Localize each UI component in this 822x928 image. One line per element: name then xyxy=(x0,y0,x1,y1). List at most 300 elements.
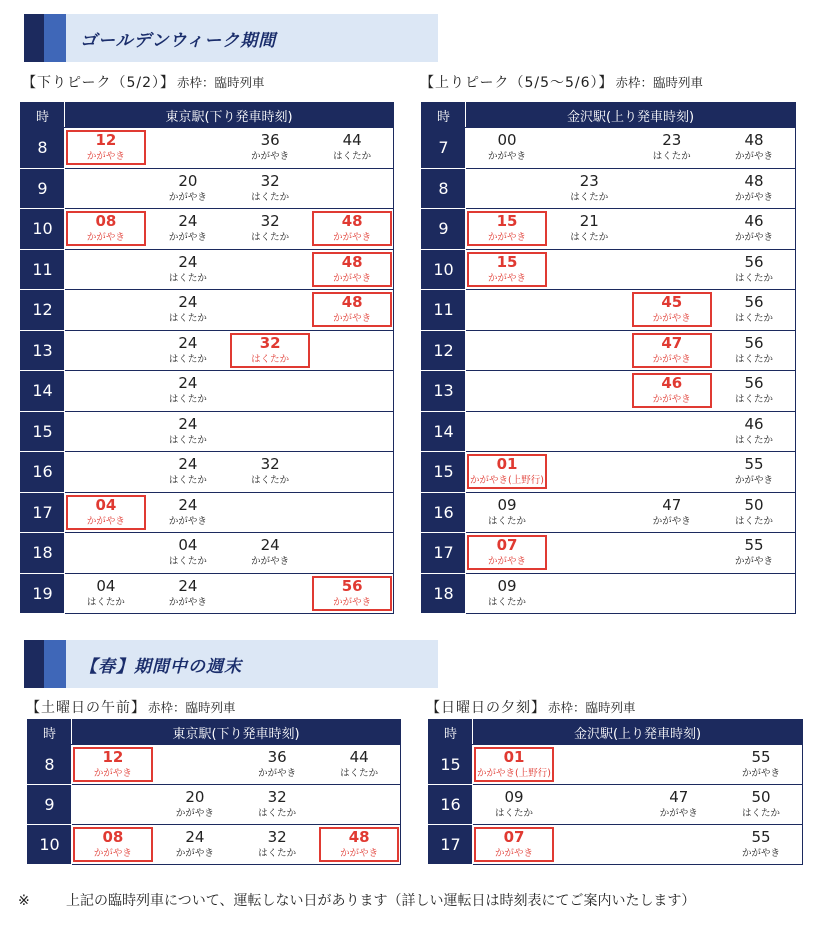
regular-train-departure xyxy=(713,294,795,325)
departure-cell xyxy=(65,209,147,250)
table-row xyxy=(21,168,394,209)
departure-minute: 48 xyxy=(341,252,363,271)
hour-cell: 9 xyxy=(422,209,466,250)
train-name: はくたか xyxy=(735,515,774,527)
departure-minute: 48 xyxy=(744,131,764,150)
departure-cell xyxy=(713,452,796,493)
regular-train-departure xyxy=(147,213,229,244)
departure-minute: 48 xyxy=(341,212,363,231)
train-name: かがやき xyxy=(487,232,526,244)
departure-minute: 32 xyxy=(267,828,287,846)
departure-cell xyxy=(548,492,631,533)
departure-minute: 56 xyxy=(744,252,764,271)
departure-cell xyxy=(154,785,236,825)
departure-cell xyxy=(72,785,154,825)
hour-header: 時 xyxy=(21,103,65,128)
departure-cell xyxy=(555,825,638,865)
gw-up-subhead xyxy=(420,72,703,92)
train-name: はくたか xyxy=(570,191,609,203)
regular-train-departure xyxy=(631,497,714,528)
departure-minute: 24 xyxy=(178,576,198,595)
departure-cell xyxy=(72,745,154,785)
departure-minute: 01 xyxy=(503,748,525,766)
departure-minute: 32 xyxy=(259,333,281,352)
hour-cell: 11 xyxy=(422,290,466,331)
hour-cell: 13 xyxy=(422,371,466,412)
train-name: かがやき xyxy=(168,515,207,527)
table-row xyxy=(21,371,394,412)
train-name: かがやき(上野行) xyxy=(470,475,544,487)
train-name: はくたか xyxy=(168,313,207,325)
train-name: かがやき xyxy=(86,232,125,244)
spring-banner-title: 【春】期間中の週末 xyxy=(80,656,242,677)
train-name: かがやき xyxy=(251,151,290,163)
train-name: かがやき xyxy=(735,556,774,568)
special-train-departure xyxy=(312,576,392,611)
regular-train-departure xyxy=(548,173,631,204)
departure-cell xyxy=(229,209,311,250)
departure-cell xyxy=(466,573,549,614)
train-name: かがやき xyxy=(333,232,372,244)
special-train-departure xyxy=(467,454,547,489)
regular-train-departure xyxy=(147,254,229,285)
train-name: かがやき xyxy=(86,151,125,163)
regular-train-departure xyxy=(318,749,400,780)
departure-minute: 23 xyxy=(662,131,682,150)
departure-cell xyxy=(466,533,549,574)
departure-minute: 47 xyxy=(669,788,689,806)
train-name: はくたか xyxy=(168,434,207,446)
departure-cell xyxy=(638,785,721,825)
departure-cell xyxy=(631,330,714,371)
table-row xyxy=(28,825,401,865)
departure-minute: 08 xyxy=(102,828,124,846)
spring-banner xyxy=(24,640,438,688)
departure-minute: 32 xyxy=(260,171,280,190)
departure-cell xyxy=(466,371,549,412)
hour-cell: 17 xyxy=(422,533,466,574)
departure-cell xyxy=(147,452,229,493)
departure-cell xyxy=(631,452,714,493)
train-name: はくたか xyxy=(251,191,290,203)
departure-cell xyxy=(631,168,714,209)
departure-cell xyxy=(229,452,311,493)
hour-cell: 12 xyxy=(21,290,65,331)
regular-train-departure xyxy=(229,456,311,487)
regular-train-departure xyxy=(713,132,795,163)
hour-header: 時 xyxy=(429,720,473,745)
departure-minute: 56 xyxy=(744,293,764,312)
gw-banner xyxy=(24,14,438,62)
departure-cell xyxy=(473,825,556,865)
train-name: かがやき xyxy=(258,768,297,779)
spring-sun-label: 【日曜日の夕刻】 xyxy=(426,700,546,716)
train-name: かがやき xyxy=(735,475,774,487)
hour-cell: 14 xyxy=(422,411,466,452)
station-header: 東京駅(下り発車時刻) xyxy=(65,103,394,128)
departure-cell xyxy=(631,290,714,331)
departure-cell xyxy=(229,168,311,209)
hour-cell: 17 xyxy=(21,492,65,533)
departure-cell xyxy=(311,452,393,493)
departure-cell xyxy=(147,492,229,533)
train-name: かがやき xyxy=(652,313,691,325)
hour-header: 時 xyxy=(28,720,72,745)
spring-sat-timetable xyxy=(27,719,401,865)
departure-minute: 24 xyxy=(260,536,280,555)
special-train-departure xyxy=(312,252,392,287)
table-row xyxy=(21,411,394,452)
table-row xyxy=(21,290,394,331)
departure-cell xyxy=(466,492,549,533)
departure-minute: 50 xyxy=(751,788,771,806)
regular-train-departure xyxy=(713,375,795,406)
special-train-departure xyxy=(66,211,146,246)
hour-cell: 10 xyxy=(21,209,65,250)
departure-minute: 45 xyxy=(661,293,683,312)
regular-train-departure xyxy=(147,335,229,366)
departure-cell xyxy=(311,249,393,290)
departure-cell xyxy=(466,128,549,169)
departure-minute: 24 xyxy=(178,293,198,312)
train-name: かがやき xyxy=(735,232,774,244)
departure-minute: 24 xyxy=(178,455,198,474)
special-train-departure xyxy=(632,373,713,408)
banner-accent-navy xyxy=(24,640,44,688)
train-name: かがやき xyxy=(93,848,132,859)
departure-cell xyxy=(713,209,796,250)
departure-minute: 09 xyxy=(504,788,524,806)
train-name: かがやき xyxy=(652,515,691,527)
departure-minute: 15 xyxy=(496,252,518,271)
banner-accent-blue xyxy=(44,14,66,62)
hour-cell: 18 xyxy=(21,533,65,574)
departure-minute: 24 xyxy=(178,252,198,271)
train-name: はくたか xyxy=(168,556,207,568)
gw-down-note: 赤枠：臨時列車 xyxy=(176,75,265,90)
train-name: はくたか xyxy=(487,596,526,608)
departure-cell xyxy=(65,330,147,371)
departure-cell xyxy=(318,825,400,865)
hour-cell: 12 xyxy=(422,330,466,371)
departure-minute: 48 xyxy=(341,293,363,312)
train-name: はくたか xyxy=(652,151,691,163)
train-name: かがやき xyxy=(652,353,691,365)
train-name: かがやき xyxy=(742,848,781,859)
special-train-departure xyxy=(73,827,153,862)
regular-train-departure xyxy=(720,749,802,780)
departure-minute: 09 xyxy=(497,495,517,514)
departure-cell xyxy=(229,533,311,574)
departure-minute: 56 xyxy=(744,333,764,352)
train-name: はくたか xyxy=(742,808,781,819)
regular-train-departure xyxy=(713,173,795,204)
departure-cell xyxy=(548,573,631,614)
regular-train-departure xyxy=(713,416,795,447)
regular-train-departure xyxy=(236,749,318,780)
departure-cell xyxy=(65,249,147,290)
hour-header: 時 xyxy=(422,103,466,128)
train-name: はくたか xyxy=(251,353,290,365)
departure-cell xyxy=(311,209,393,250)
departure-cell xyxy=(229,330,311,371)
departure-cell xyxy=(466,209,549,250)
table-row xyxy=(21,452,394,493)
train-name: はくたか xyxy=(251,232,290,244)
gw-banner-title: ゴールデンウィーク期間 xyxy=(80,30,277,51)
table-row xyxy=(422,128,796,169)
departure-cell xyxy=(466,452,549,493)
special-train-departure xyxy=(467,535,547,570)
departure-minute: 56 xyxy=(341,576,363,595)
departure-cell xyxy=(548,452,631,493)
train-name: かがやき xyxy=(487,556,526,568)
departure-cell xyxy=(466,249,549,290)
departure-cell xyxy=(147,128,229,169)
train-name: かがやき xyxy=(168,596,207,608)
departure-minute: 48 xyxy=(348,828,370,846)
departure-cell xyxy=(548,330,631,371)
departure-cell xyxy=(548,249,631,290)
departure-cell xyxy=(638,825,721,865)
special-train-departure xyxy=(66,495,146,530)
train-name: かがやき xyxy=(742,768,781,779)
hour-cell: 11 xyxy=(21,249,65,290)
train-name: はくたか xyxy=(168,394,207,406)
table-row xyxy=(422,330,796,371)
departure-cell xyxy=(311,492,393,533)
regular-train-departure xyxy=(229,213,311,244)
banner-body xyxy=(66,640,438,688)
hour-cell: 19 xyxy=(21,573,65,614)
regular-train-departure xyxy=(466,497,548,528)
hour-cell: 15 xyxy=(429,745,473,785)
departure-minute: 55 xyxy=(744,536,764,555)
regular-train-departure xyxy=(466,132,548,163)
departure-cell xyxy=(713,411,796,452)
train-name: はくたか xyxy=(735,272,774,284)
train-name: かがやき xyxy=(333,313,372,325)
departure-cell xyxy=(147,168,229,209)
regular-train-departure xyxy=(147,456,229,487)
departure-minute: 21 xyxy=(579,212,599,231)
departure-cell xyxy=(65,128,147,169)
departure-cell xyxy=(466,290,549,331)
departure-cell xyxy=(548,209,631,250)
regular-train-departure xyxy=(466,578,548,609)
departure-minute: 44 xyxy=(342,131,362,150)
departure-cell xyxy=(318,745,400,785)
special-train-departure xyxy=(632,333,713,368)
train-name: はくたか xyxy=(735,313,774,325)
train-name: はくたか xyxy=(168,353,207,365)
station-header: 東京駅(下り発車時刻) xyxy=(72,720,401,745)
table-row xyxy=(422,533,796,574)
departure-minute: 50 xyxy=(744,495,764,514)
gw-down-label: 【下りピーク（5/2）】 xyxy=(22,75,175,91)
departure-cell xyxy=(311,411,393,452)
table-row xyxy=(21,573,394,614)
special-train-departure xyxy=(312,211,392,246)
departure-cell xyxy=(229,573,311,614)
departure-minute: 56 xyxy=(744,374,764,393)
departure-cell xyxy=(229,290,311,331)
departure-minute: 46 xyxy=(744,212,764,231)
departure-minute: 23 xyxy=(579,171,599,190)
train-name: かがやき xyxy=(86,515,125,527)
departure-cell xyxy=(154,825,236,865)
departure-cell xyxy=(65,533,147,574)
train-name: かがやき xyxy=(175,808,214,819)
departure-minute: 47 xyxy=(661,333,683,352)
departure-cell xyxy=(65,290,147,331)
departure-cell xyxy=(631,573,714,614)
special-train-departure xyxy=(319,827,399,862)
departure-cell xyxy=(638,745,721,785)
departure-cell xyxy=(466,411,549,452)
departure-cell xyxy=(713,249,796,290)
regular-train-departure xyxy=(147,497,229,528)
train-name: はくたか xyxy=(258,848,297,859)
departure-minute: 46 xyxy=(661,374,683,393)
departure-cell xyxy=(311,168,393,209)
departure-minute: 04 xyxy=(96,576,116,595)
footnote-mark: ※ xyxy=(18,893,30,909)
regular-train-departure xyxy=(713,456,795,487)
departure-cell xyxy=(631,128,714,169)
train-name: かがやき(上野行) xyxy=(477,768,551,779)
departure-minute: 32 xyxy=(260,455,280,474)
special-train-departure xyxy=(230,333,310,368)
departure-cell xyxy=(65,371,147,412)
table-row xyxy=(429,825,803,865)
table-row xyxy=(21,492,394,533)
departure-minute: 24 xyxy=(178,374,198,393)
train-name: はくたか xyxy=(735,434,774,446)
departure-cell xyxy=(631,249,714,290)
gw-up-note: 赤枠：臨時列車 xyxy=(615,75,704,90)
departure-minute: 32 xyxy=(260,212,280,231)
gw-down-subhead xyxy=(22,72,265,92)
regular-train-departure xyxy=(713,497,795,528)
departure-cell xyxy=(236,825,318,865)
departure-minute: 24 xyxy=(178,495,198,514)
regular-train-departure xyxy=(638,789,721,820)
train-name: はくたか xyxy=(735,353,774,365)
departure-cell xyxy=(72,825,154,865)
hour-cell: 14 xyxy=(21,371,65,412)
departure-cell xyxy=(311,290,393,331)
table-row xyxy=(429,745,803,785)
train-name: はくたか xyxy=(340,768,379,779)
departure-cell xyxy=(311,533,393,574)
regular-train-departure xyxy=(720,829,802,860)
departure-cell xyxy=(548,533,631,574)
train-name: はくたか xyxy=(494,808,533,819)
departure-minute: 20 xyxy=(185,788,205,806)
departure-minute: 36 xyxy=(260,131,280,150)
spring-sat-label: 【土曜日の午前】 xyxy=(26,700,146,716)
departure-cell xyxy=(236,785,318,825)
departure-cell xyxy=(466,330,549,371)
departure-cell xyxy=(473,745,556,785)
departure-cell xyxy=(147,411,229,452)
station-header: 金沢駅(上り発車時刻) xyxy=(466,103,796,128)
hour-cell: 8 xyxy=(422,168,466,209)
departure-cell xyxy=(318,785,400,825)
special-train-departure xyxy=(467,211,547,246)
departure-cell xyxy=(311,573,393,614)
regular-train-departure xyxy=(154,829,236,860)
departure-minute: 24 xyxy=(178,212,198,231)
departure-cell xyxy=(229,371,311,412)
departure-cell xyxy=(236,745,318,785)
departure-cell xyxy=(147,330,229,371)
table-row xyxy=(21,533,394,574)
table-row xyxy=(422,492,796,533)
hour-cell: 8 xyxy=(28,745,72,785)
regular-train-departure xyxy=(713,335,795,366)
special-train-departure xyxy=(474,747,554,782)
regular-train-departure xyxy=(65,578,147,609)
departure-cell xyxy=(713,290,796,331)
train-name: かがやき xyxy=(735,151,774,163)
departure-minute: 55 xyxy=(751,748,771,766)
regular-train-departure xyxy=(720,789,802,820)
table-row xyxy=(422,290,796,331)
departure-minute: 36 xyxy=(267,748,287,766)
train-name: かがやき xyxy=(652,394,691,406)
regular-train-departure xyxy=(147,375,229,406)
departure-minute: 24 xyxy=(178,414,198,433)
departure-cell xyxy=(147,533,229,574)
train-name: かがやき xyxy=(251,556,290,568)
departure-minute: 09 xyxy=(497,576,517,595)
special-train-departure xyxy=(66,130,146,165)
table-row xyxy=(422,249,796,290)
departure-cell xyxy=(631,492,714,533)
departure-cell xyxy=(631,209,714,250)
departure-cell xyxy=(65,452,147,493)
train-name: かがやき xyxy=(175,848,214,859)
table-row xyxy=(21,128,394,169)
departure-minute: 47 xyxy=(662,495,682,514)
departure-minute: 12 xyxy=(95,131,117,150)
hour-cell: 8 xyxy=(21,128,65,169)
departure-cell xyxy=(154,745,236,785)
train-name: はくたか xyxy=(333,151,372,163)
banner-accent-navy xyxy=(24,14,44,62)
departure-cell xyxy=(555,785,638,825)
departure-cell xyxy=(631,533,714,574)
table-row xyxy=(21,209,394,250)
footnote-text: 上記の臨時列車について、運転しない日があります（詳しい運転日は時刻表にてご案内いたします） xyxy=(66,893,696,909)
departure-cell xyxy=(548,371,631,412)
train-name: かがやき xyxy=(333,596,372,608)
table-row xyxy=(422,209,796,250)
train-name: はくたか xyxy=(251,475,290,487)
train-name: かがやき xyxy=(168,232,207,244)
departure-cell xyxy=(147,371,229,412)
departure-cell xyxy=(65,573,147,614)
special-train-departure xyxy=(467,252,547,287)
table-row xyxy=(422,411,796,452)
regular-train-departure xyxy=(147,416,229,447)
table-row xyxy=(21,330,394,371)
regular-train-departure xyxy=(236,829,318,860)
train-name: かがやき xyxy=(168,191,207,203)
regular-train-departure xyxy=(631,132,714,163)
